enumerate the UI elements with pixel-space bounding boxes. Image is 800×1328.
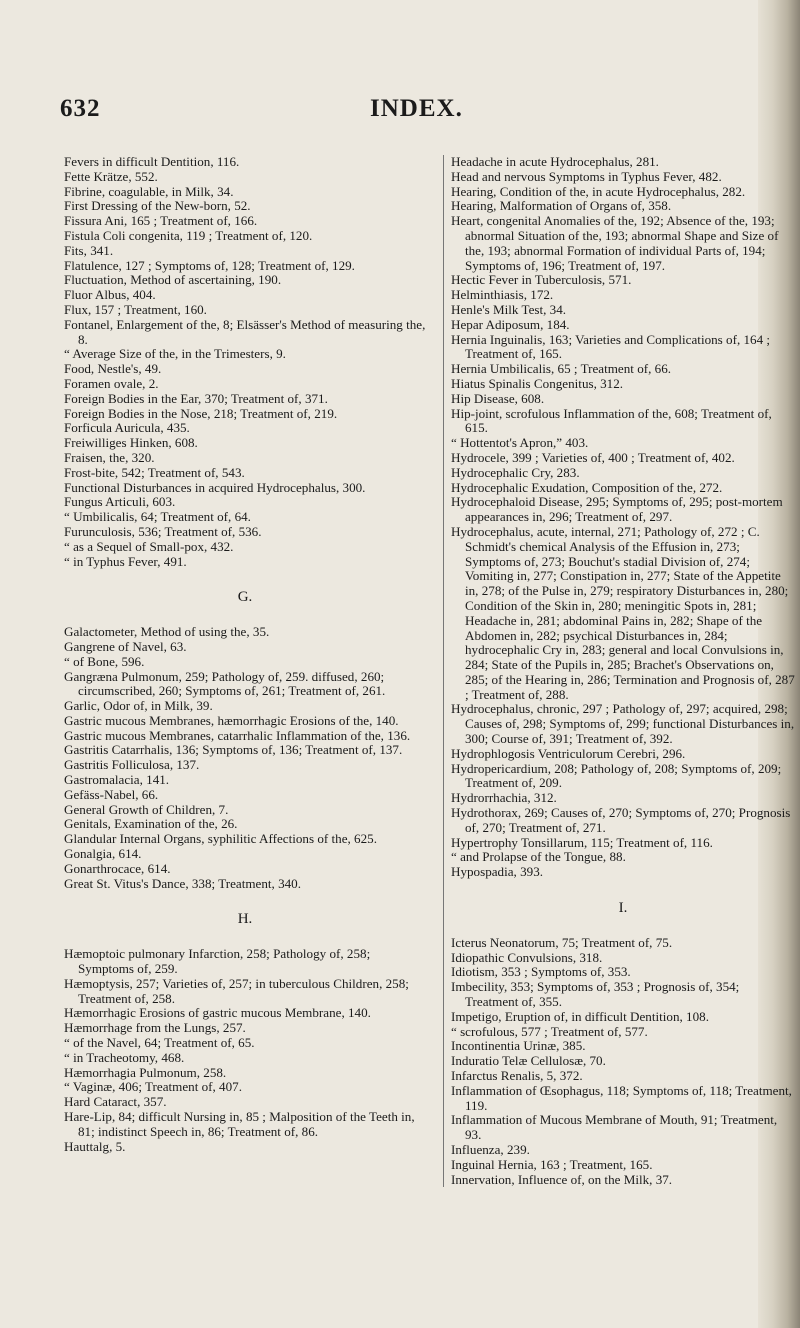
index-entry: Forficula Auricula, 435. xyxy=(64,420,190,436)
index-entry: Hæmoptysis, 257; Varieties of, 257; in tuberculous Children, 258; Treatment of, 258. xyxy=(64,975,409,1006)
index-entry: “ in Tracheotomy, 468. xyxy=(64,1049,185,1065)
index-entry: Hepar Adiposum, 184. xyxy=(451,316,570,332)
index-entry: Hearing, Malformation of Organs of, 358. xyxy=(451,198,672,214)
index-entry: Hare-Lip, 84; difficult Nursing in, 85 ; Malposition of the Teeth in, 81; indistinct Speech in, 86; Treatment of, 86. xyxy=(64,1109,415,1139)
index-entry: “ as a Sequel of Small-pox, 432. xyxy=(64,538,234,554)
index-entry: Fevers in difficult Dentition, 116. xyxy=(64,154,240,169)
section-letter: G. xyxy=(237,589,253,606)
index-entry: Hæmorrhagic Erosions of gastric mucous Membrane, 140. xyxy=(64,1005,371,1021)
index-entry: Hiatus Spinalis Congenitus, 312. xyxy=(451,375,624,391)
index-entry: Frost-bite, 542; Treatment of, 543. xyxy=(64,464,245,480)
index-entry: Inflammation of Œsophagus, 118; Symptoms of, 118; Treatment, 119. xyxy=(451,1082,792,1113)
index-entry: Hip Disease, 608. xyxy=(451,390,545,406)
index-entry: Hydrocephalus, chronic, 297 ; Pathology of, 297; acquired, 298; Causes of, 298; Symptoms of, 299; functional Disturbances in, 300; Course of, 391; Treatment of, 392. xyxy=(451,701,795,747)
index-entry: Hernia Inguinalis, 163; Varieties and Complications of, 164 ; Treatment of, 165. xyxy=(451,331,771,362)
section-letter: I. xyxy=(618,900,628,917)
index-entry: Imbecility, 353; Symptoms of, 353 ; Prognosis of, 354; Treatment of, 355. xyxy=(451,979,740,1010)
index-entry: Inflammation of Mucous Membrane of Mouth, 91; Treatment, 93. xyxy=(451,1112,778,1143)
index-entry: Foreign Bodies in the Nose, 218; Treatment of, 219. xyxy=(64,405,338,421)
index-entry: Gangræna Pulmonum, 259; Pathology of, 259. diffused, 260; circumscribed, 260; Symptoms of, 261; Treatment of, 261. xyxy=(64,668,386,699)
index-entry: Flatulence, 127 ; Symptoms of, 128; Treatment of, 129. xyxy=(64,257,355,273)
index-entry: “ Average Size of the, in the Trimesters, 9. xyxy=(64,346,286,362)
index-entry: Gastritis Catarrhalis, 136; Symptoms of, 136; Treatment of, 137. xyxy=(64,742,403,758)
index-entry: Garlic, Odor of, in Milk, 39. xyxy=(64,698,213,714)
index-entry: Gonalgia, 614. xyxy=(64,846,142,862)
index-entry: Hard Cataract, 357. xyxy=(64,1094,167,1110)
index-entry: “ in Typhus Fever, 491. xyxy=(64,553,187,569)
index-entry: Fistula Coli congenita, 119 ; Treatment of, 120. xyxy=(64,227,313,243)
index-entry: Galactometer, Method of using the, 35. xyxy=(64,624,270,640)
index-entry: Hydrocephalus, acute, internal, 271; Pathology of, 272 ; C. Schmidt's chemical Analysis of the Effusion in, 273; Symptoms of, 273; Bouchut's stadial Division of, 274; Vomiting in, 277; Constipation in, 277; State of the Appetite in, 278; of the Pulse in, 279; respiratory Disturbances in, 280; Condition of the Skin in, 280; meningitic Spots in, 281; Headache in, 281; abdominal Pains in, 282; Shape of the Abdomen in, 282; psychical Disturbances in, 284; hydrocephalic Cry in, 283; general and local Convulsions in, 284; State of the Pupils in, 285; Brachet's Observations on, 285; of the Hearing in, 286; Termination and Prognosis of, 287 ; Treatment of, 288. xyxy=(451,523,795,702)
index-entry: Headache in acute Hydrocephalus, 281. xyxy=(451,154,659,169)
section-letter: H. xyxy=(237,911,253,928)
index-entry: Hip-joint, scrofulous Inflammation of the, 608; Treatment of, 615. xyxy=(451,405,772,436)
index-entry: Gangrene of Navel, 63. xyxy=(64,638,187,654)
index-entry: Fissura Ani, 165 ; Treatment of, 166. xyxy=(64,213,258,229)
index-entry: Genitals, Examination of the, 26. xyxy=(64,816,238,832)
index-entry: “ and Prolapse of the Tongue, 88. xyxy=(451,849,626,865)
index-entry: Gastric mucous Membranes, catarrhalic Inflammation of the, 136. xyxy=(64,727,411,743)
index-entry: Hauttalg, 5. xyxy=(64,1138,126,1154)
index-entry: Impetigo, Eruption of, in difficult Dentition, 108. xyxy=(451,1008,709,1024)
page-header xyxy=(60,95,760,129)
index-entry: Heart, congenital Anomalies of the, 192; Absence of the, 193; abnormal Situation of the, 193; abnormal Shape and Size of the, 193; abnormal Formation of individual Parts of, 194; Symptoms of, 196; Treatment of, 197. xyxy=(451,213,779,273)
index-entry: Glandular Internal Organs, syphilitic Affections of the, 625. xyxy=(64,831,377,847)
index-entry: “ of the Navel, 64; Treatment of, 65. xyxy=(64,1035,255,1051)
index-entry: Idiotism, 353 ; Symptoms of, 353. xyxy=(451,964,631,980)
index-entry: Food, Nestle's, 49. xyxy=(64,361,162,377)
index-entry: Idiopathic Convulsions, 318. xyxy=(451,949,603,965)
index-entry: Hectic Fever in Tuberculosis, 571. xyxy=(451,272,632,288)
index-entry: Great St. Vitus's Dance, 338; Treatment, 340. xyxy=(64,875,301,891)
index-entry: Helminthiasis, 172. xyxy=(451,287,554,303)
index-entry: Gonarthrocace, 614. xyxy=(64,860,171,876)
index-entry: Fette Krätze, 552. xyxy=(64,168,158,184)
index-entry: Fits, 341. xyxy=(64,242,114,258)
index-entry: Induratio Telæ Cellulosæ, 70. xyxy=(451,1053,606,1069)
index-entry: “ scrofulous, 577 ; Treatment of, 577. xyxy=(451,1023,648,1039)
left-column xyxy=(64,155,426,1154)
index-entry: Fungus Articuli, 603. xyxy=(64,494,176,510)
index-entry: Hæmorrhagia Pulmonum, 258. xyxy=(64,1064,227,1080)
index-entry: Hydropericardium, 208; Pathology of, 208; Symptoms of, 209; Treatment of, 209. xyxy=(451,760,782,791)
index-entry: Infarctus Renalis, 5, 372. xyxy=(451,1068,583,1084)
index-entry: Incontinentia Urinæ, 385. xyxy=(451,1038,586,1054)
index-entry: Gastric mucous Membranes, hæmorrhagic Erosions of the, 140. xyxy=(64,712,399,728)
index-entry: Gastritis Folliculosa, 137. xyxy=(64,757,200,773)
index-entry: Fontanel, Enlargement of the, 8; Elsässer's Method of measuring the, 8. xyxy=(64,316,426,347)
index-entry: Flux, 157 ; Treatment, 160. xyxy=(64,301,207,317)
index-entry: Furunculosis, 536; Treatment of, 536. xyxy=(64,523,262,539)
index-entry: Hernia Umbilicalis, 65 ; Treatment of, 66. xyxy=(451,361,672,377)
index-entry: First Dressing of the New-born, 52. xyxy=(64,198,251,214)
index-entry: Innervation, Influence of, on the Milk, 37. xyxy=(451,1171,673,1187)
index-entry: Hydrorrhachia, 312. xyxy=(451,790,557,806)
index-entry: Hydrocephalic Cry, 283. xyxy=(451,464,580,480)
index-entry: Inguinal Hernia, 163 ; Treatment, 165. xyxy=(451,1156,653,1172)
index-entry: Hydrocephalic Exudation, Composition of the, 272. xyxy=(451,479,723,495)
index-entry: Foreign Bodies in the Ear, 370; Treatment of, 371. xyxy=(64,390,328,406)
index-entry: Freiwilliges Hinken, 608. xyxy=(64,435,198,451)
page-number: 632 xyxy=(60,95,101,122)
index-entry: Influenza, 239. xyxy=(451,1142,530,1157)
index-entry: Hypertrophy Tonsillarum, 115; Treatment of, 116. xyxy=(451,834,713,850)
index-entry: Hydrophlogosis Ventriculorum Cerebri, 296. xyxy=(451,745,686,761)
index-entry: Hæmoptoic pulmonary Infarction, 258; Pathology of, 258; Symptoms of, 259. xyxy=(64,946,371,977)
index-entry: Icterus Neonatorum, 75; Treatment of, 75. xyxy=(451,934,673,950)
index-entry: Henle's Milk Test, 34. xyxy=(451,301,567,317)
index-entry: Fluor Albus, 404. xyxy=(64,287,156,303)
index-entry: Hypospadia, 393. xyxy=(451,864,544,880)
index-entry: “ Hottentot's Apron,” 403. xyxy=(451,435,589,451)
index-entry: Hæmorrhage from the Lungs, 257. xyxy=(64,1020,246,1036)
index-entry: “ of Bone, 596. xyxy=(64,653,145,669)
index-entry: Hydrothorax, 269; Causes of, 270; Symptoms of, 270; Prognosis of, 270; Treatment of, 271. xyxy=(451,805,791,835)
running-title: INDEX. xyxy=(370,95,463,122)
index-entry: Gastromalacia, 141. xyxy=(64,772,170,788)
index-entry: Hydrocele, 399 ; Varieties of, 400 ; Treatment of, 402. xyxy=(451,449,735,465)
index-entry: Fluctuation, Method of ascertaining, 190. xyxy=(64,272,282,288)
index-entry: Fraisen, the, 320. xyxy=(64,449,155,465)
index-entry: “ Umbilicalis, 64; Treatment of, 64. xyxy=(64,509,251,525)
index-entry: Foramen ovale, 2. xyxy=(64,375,159,391)
index-entry: Gefäss-Nabel, 66. xyxy=(64,786,159,802)
right-column xyxy=(443,155,795,1187)
index-entry: “ Vaginæ, 406; Treatment of, 407. xyxy=(64,1079,242,1095)
index-entry: General Growth of Children, 7. xyxy=(64,801,229,817)
index-entry: Hydrocephaloid Disease, 295; Symptoms of, 295; post-mortem appearances in, 296; Treatment of, 297. xyxy=(451,494,783,525)
index-entry: Hearing, Condition of the, in acute Hydrocephalus, 282. xyxy=(451,183,746,199)
index-entry: Functional Disturbances in acquired Hydrocephalus, 300. xyxy=(64,479,366,495)
index-entry: Head and nervous Symptoms in Typhus Fever, 482. xyxy=(451,168,722,184)
index-entry: Fibrine, coagulable, in Milk, 34. xyxy=(64,183,234,199)
